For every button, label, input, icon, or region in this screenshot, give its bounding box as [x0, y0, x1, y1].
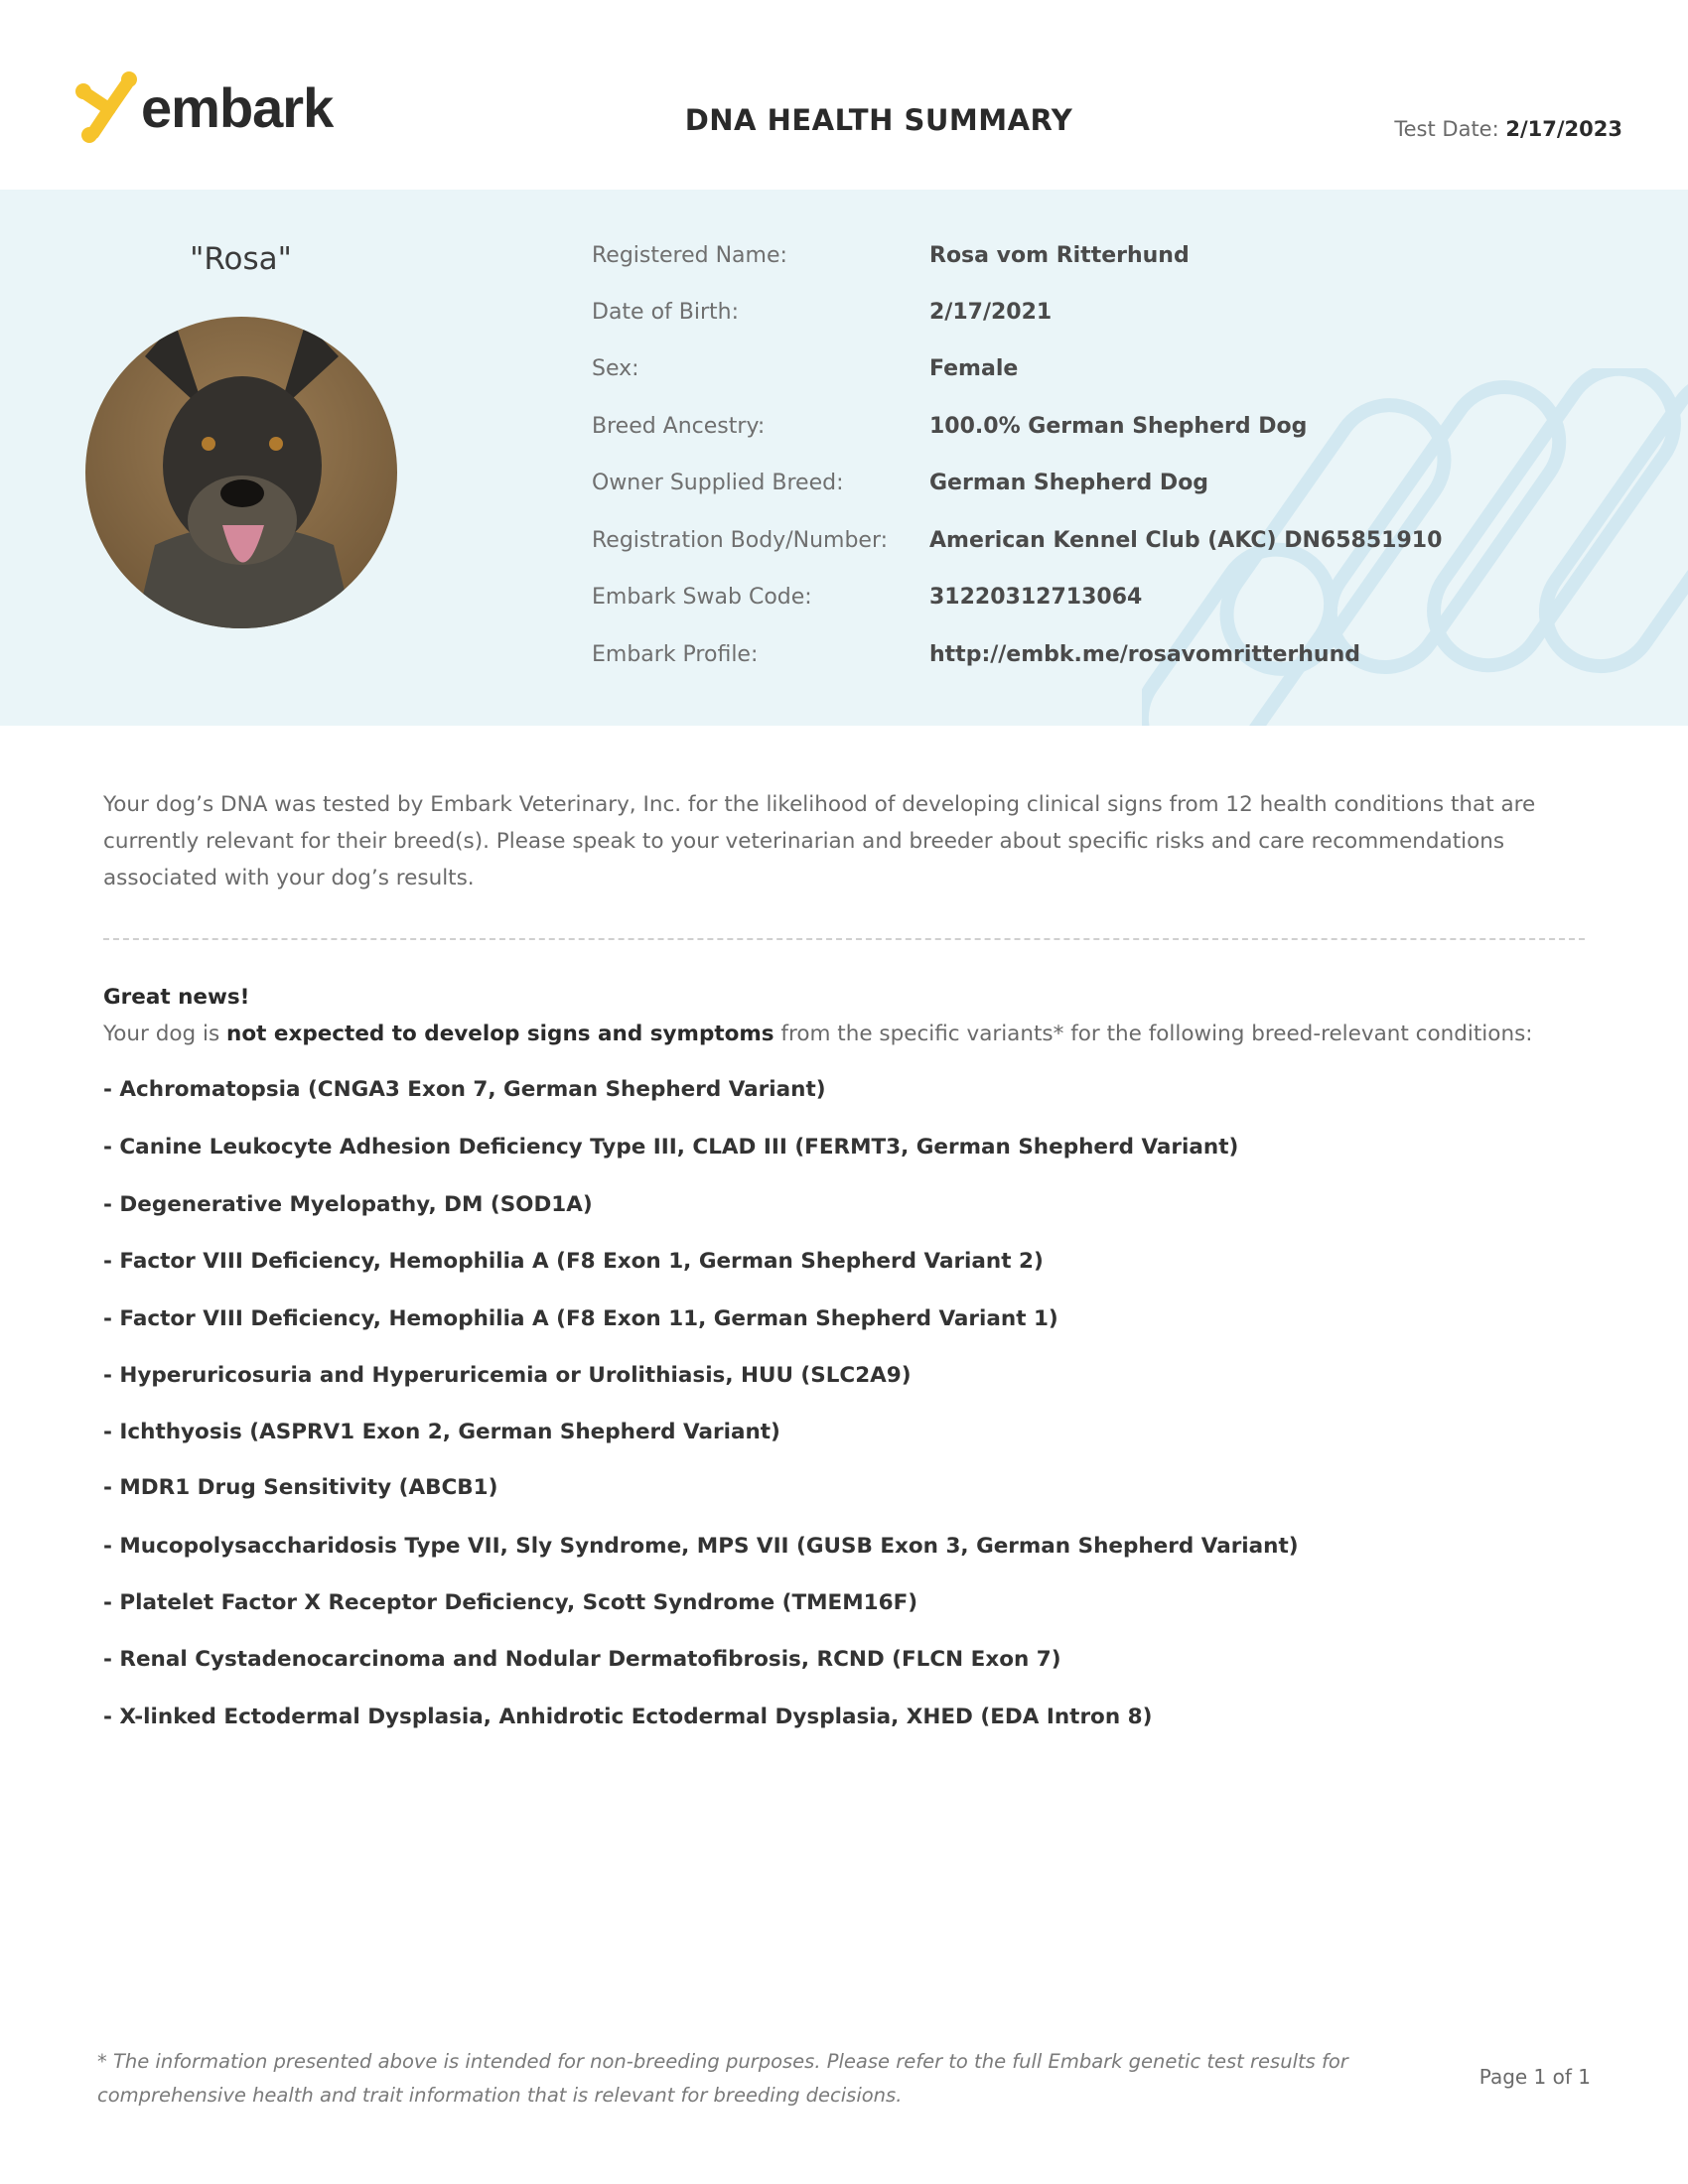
field-value: Female [929, 356, 1019, 381]
field-value: German Shepherd Dog [929, 471, 1209, 495]
condition-item: - Canine Leukocyte Adhesion Deficiency Type III, CLAD III (FERMT3, German Shepherd Variant) [103, 1135, 1239, 1160]
field-value: 2/17/2021 [929, 300, 1053, 325]
condition-item: - MDR1 Drug Sensitivity (ABCB1) [103, 1475, 498, 1500]
field-embark-profile [592, 642, 1644, 672]
condition-item: - Mucopolysaccharidosis Type VII, Sly Syndrome, MPS VII (GUSB Exon 3, German Shepherd Variant) [103, 1534, 1299, 1559]
page-title: DNA HEALTH SUMMARY [684, 103, 1073, 137]
field-label: Embark Swab Code: [592, 585, 812, 610]
test-date-label: Test Date: [1394, 117, 1499, 141]
field-label: Embark Profile: [592, 642, 759, 667]
condition-item: - Ichthyosis (ASPRV1 Exon 2, German Shepherd Variant) [103, 1420, 780, 1444]
field-label: Registration Body/Number: [592, 528, 889, 553]
field-swab-code [592, 585, 1644, 614]
field-owner-supplied-breed [592, 471, 1644, 500]
test-date-value: 2/17/2023 [1505, 117, 1622, 141]
field-label: Owner Supplied Breed: [592, 471, 844, 495]
embark-profile-link[interactable]: http://embk.me/rosavomritterhund [929, 642, 1360, 667]
condition-item: - Degenerative Myelopathy, DM (SOD1A) [103, 1192, 593, 1217]
test-date [1394, 117, 1622, 141]
field-breed-ancestry [592, 414, 1644, 444]
field-date-of-birth [592, 300, 1644, 330]
dashed-divider [103, 938, 1585, 940]
field-label: Date of Birth: [592, 300, 740, 325]
page-number: Page 1 of 1 [1478, 2065, 1591, 2089]
field-label: Sex: [592, 356, 639, 381]
brand-name: embark [141, 76, 334, 139]
field-sex [592, 356, 1644, 386]
field-label: Breed Ancestry: [592, 414, 766, 439]
condition-item: - Hyperuricosuria and Hyperuricemia or Urolithiasis, HUU (SLC2A9) [103, 1363, 912, 1388]
field-registered-name [592, 243, 1644, 273]
condition-item: - Platelet Factor X Receptor Deficiency, Scott Syndrome (TMEM16F) [103, 1590, 918, 1615]
field-value: Rosa vom Ritterhund [929, 243, 1190, 268]
results-heading: Great news! [103, 985, 250, 1010]
report-header [0, 0, 1688, 190]
subheading-prefix: Your dog is [103, 1022, 227, 1046]
field-label: Registered Name: [592, 243, 787, 268]
subheading-emphasis: not expected to develop signs and symptoms [226, 1022, 774, 1046]
dog-photo [85, 317, 397, 628]
dog-nickname: "Rosa" [190, 241, 292, 277]
results-subheading [103, 1022, 1533, 1046]
field-registration [592, 528, 1644, 558]
condition-item: - Factor VIII Deficiency, Hemophilia A (F8 Exon 1, German Shepherd Variant 2) [103, 1249, 1044, 1274]
condition-item: - Factor VIII Deficiency, Hemophilia A (F8 Exon 11, German Shepherd Variant 1) [103, 1306, 1058, 1331]
field-value: 31220312713064 [929, 585, 1143, 610]
dog-profile-panel [0, 190, 1688, 726]
field-value: American Kennel Club (AKC) DN65851910 [929, 528, 1443, 553]
subheading-suffix: from the specific variants* for the following breed-relevant conditions: [774, 1022, 1533, 1046]
footnote: * The information presented above is intended for non-breeding purposes. Please refer to the full Embark genetic test results for comprehensive health and trait information that is relevant for breeding decisions. [97, 2050, 1348, 2107]
intro-paragraph: Your dog’s DNA was tested by Embark Veterinary, Inc. for the likelihood of developing clinical signs from 12 health conditions that are currently relevant for their breed(s). Please speak to your veterinarian and breeder about specific risks and care recommendations associated with your dog’s results. [103, 792, 1536, 890]
condition-item: - Renal Cystadenocarcinoma and Nodular Dermatofibrosis, RCND (FLCN Exon 7) [103, 1647, 1061, 1672]
condition-item: - Achromatopsia (CNGA3 Exon 7, German Shepherd Variant) [103, 1077, 826, 1102]
field-value: 100.0% German Shepherd Dog [929, 414, 1308, 439]
condition-item: - X-linked Ectodermal Dysplasia, Anhidrotic Ectodermal Dysplasia, XHED (EDA Intron 8) [103, 1705, 1153, 1729]
